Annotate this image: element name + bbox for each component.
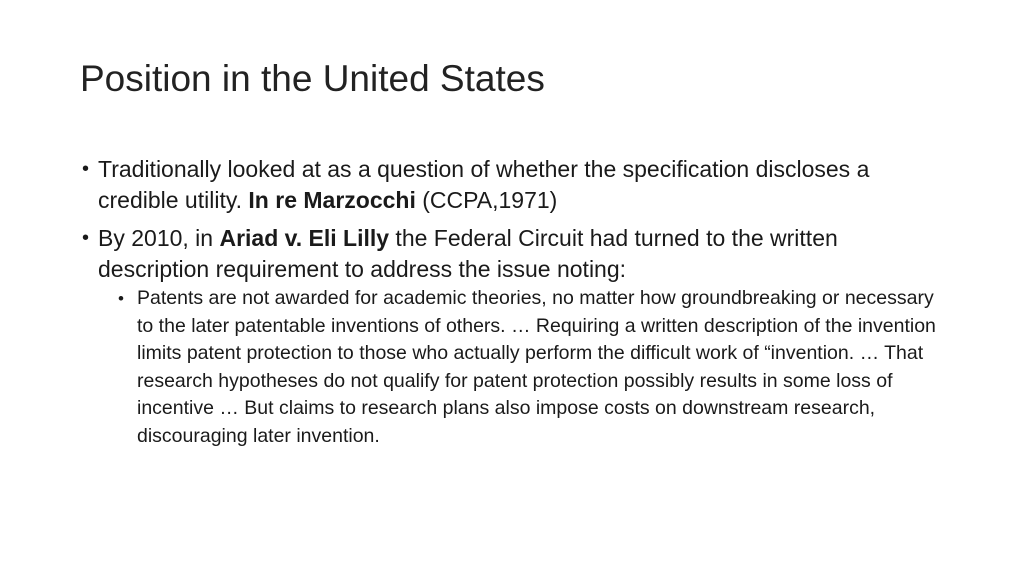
bullet-text-citation: (CCPA,1971) xyxy=(415,187,558,213)
bullet-marker: • xyxy=(82,227,90,249)
bullet-item-ariad xyxy=(80,223,950,450)
sub-bullet-text: Patents are not awarded for academic theories, no matter how groundbreaking or necessary to the later patentable inventions of others. … Requiring a written description of the invention limits patent protection to those who actually perform the difficult work of “invention. … That research hypotheses do not qualify for patent protection possibly results in some loss of incentive … But claims to research plans also impose costs on downstream research, discouraging later invention. xyxy=(137,287,936,447)
sub-bullet-list xyxy=(98,285,950,450)
case-name-marzocchi: In re Marzocchi xyxy=(248,187,416,213)
bullet-text: By 2010, in xyxy=(98,225,220,251)
slide-title: Position in the United States xyxy=(80,58,545,99)
bullet-list xyxy=(80,154,950,450)
case-name-ariad: Ariad v. Eli Lilly xyxy=(219,225,390,251)
bullet-marker: • xyxy=(82,158,90,180)
slide-body xyxy=(80,154,950,457)
bullet-text-continued: the Federal Circuit had turned to the written description requirement to address the issue noting: xyxy=(98,225,838,282)
bullet-text: Traditionally looked at as a question of whether the specification discloses a credible utility. xyxy=(98,156,870,213)
bullet-item-utility xyxy=(80,154,950,216)
sub-bullet-marker: • xyxy=(118,289,124,308)
sub-bullet-item-quote xyxy=(116,285,950,450)
